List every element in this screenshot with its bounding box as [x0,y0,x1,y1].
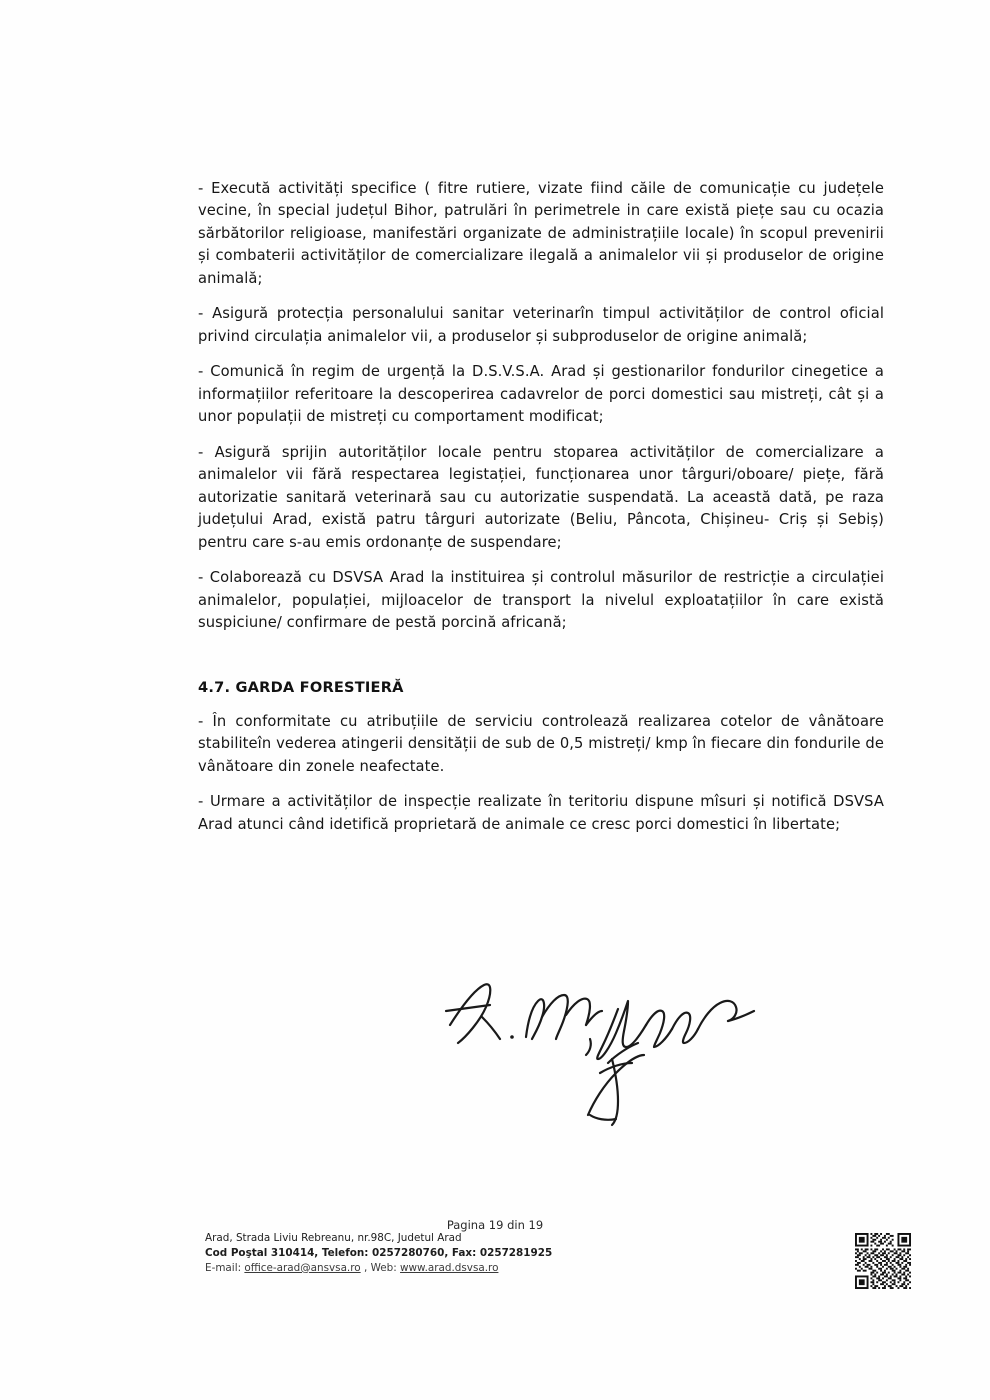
paragraph: - Asigură sprijin autorităților locale pentru stoparea activităților de comercializare a animalelor vii fără respectarea legistației, funcționarea unor târguri/oboare/ piețe, fără autorizatie sanitară veterinară sau cu autorizatie suspendată. La această dată, pe raza județului Arad, există patru târguri autorizate (Beliu, Pâncota, Chișineu- Criș și Sebiș) pentru care s-au emis ordonanțe de suspendare; [198,443,884,551]
footer-contact-line [205,1261,625,1276]
paragraph: - Execută activități specifice ( fitre rutiere, vizate fiind căile de comunicație cu județele vecine, în special județul Bihor, patrulări în perimetrele in care există piețe sau cu ocazia sărbătorilor religioase, manifestări organizate de administrațiile locale) în scopul prevenirii și combaterii activităților de comercializare ilegală a animalelor vii și produselor de origine animală; [198,180,884,287]
footer-address-line-1: Arad, Strada Liviu Rebreanu, nr.98C, Judetul Arad [205,1232,462,1244]
paragraph: - În conformitate cu atribuțiile de serviciu controlează realizarea cotelor de vânătoare stabiliteîn vederea atingerii densității de sub de 0,5 mistreți/ kmp în fiecare din fondurile de vânătoare din zonele neafectate. [198,712,884,775]
document-body [198,178,884,836]
footer-address [205,1231,625,1275]
signature-image [440,955,800,1135]
footer-web-link[interactable]: www.arad.dsvsa.ro [400,1261,499,1274]
footer-address-line-2: Cod Poştal 310414, Telefon: 0257280760, Fax: 0257281925 [205,1246,553,1259]
paragraph: - Comunică în regim de urgență la D.S.V.S.A. Arad și gestionarilor fondurilor cinegetice a informațiilor referitoare la descoperirea cadavrelor de porci domestici sau mistreți, cât și a unor populații de mistreți cu comportament modificat; [198,363,884,426]
qr-code-icon [855,1233,911,1289]
footer-email-label: E-mail: [205,1261,242,1274]
section-heading: 4.7. GARDA FORESTIERĂ [198,678,404,696]
paragraph: - Colaborează cu DSVSA Arad la instituirea și controlul măsurilor de restricție a circulației animalelor, populației, mijloacelor de transport la nivelul exploatațiilor în care există suspiciune/ confirmare de pestă porcină africană; [198,569,884,632]
paragraph: - Urmare a activităților de inspecție realizate în teritoriu dispune mîsuri și notifică DSVSA Arad atunci când idetifică proprietară de animale ce cresc porci domestici în libertate; [198,793,884,833]
paragraph: - Asigură protecția personalului sanitar veterinarîn timpul activităților de control oficial privind circulația animalelor vii, a produselor și subproduselor de origine animală; [198,305,884,345]
footer-web-separator: , Web: [363,1261,397,1274]
footer-email-link[interactable]: office-arad@ansvsa.ro [244,1261,361,1274]
page-number: Pagina 19 din 19 [446,1218,544,1232]
